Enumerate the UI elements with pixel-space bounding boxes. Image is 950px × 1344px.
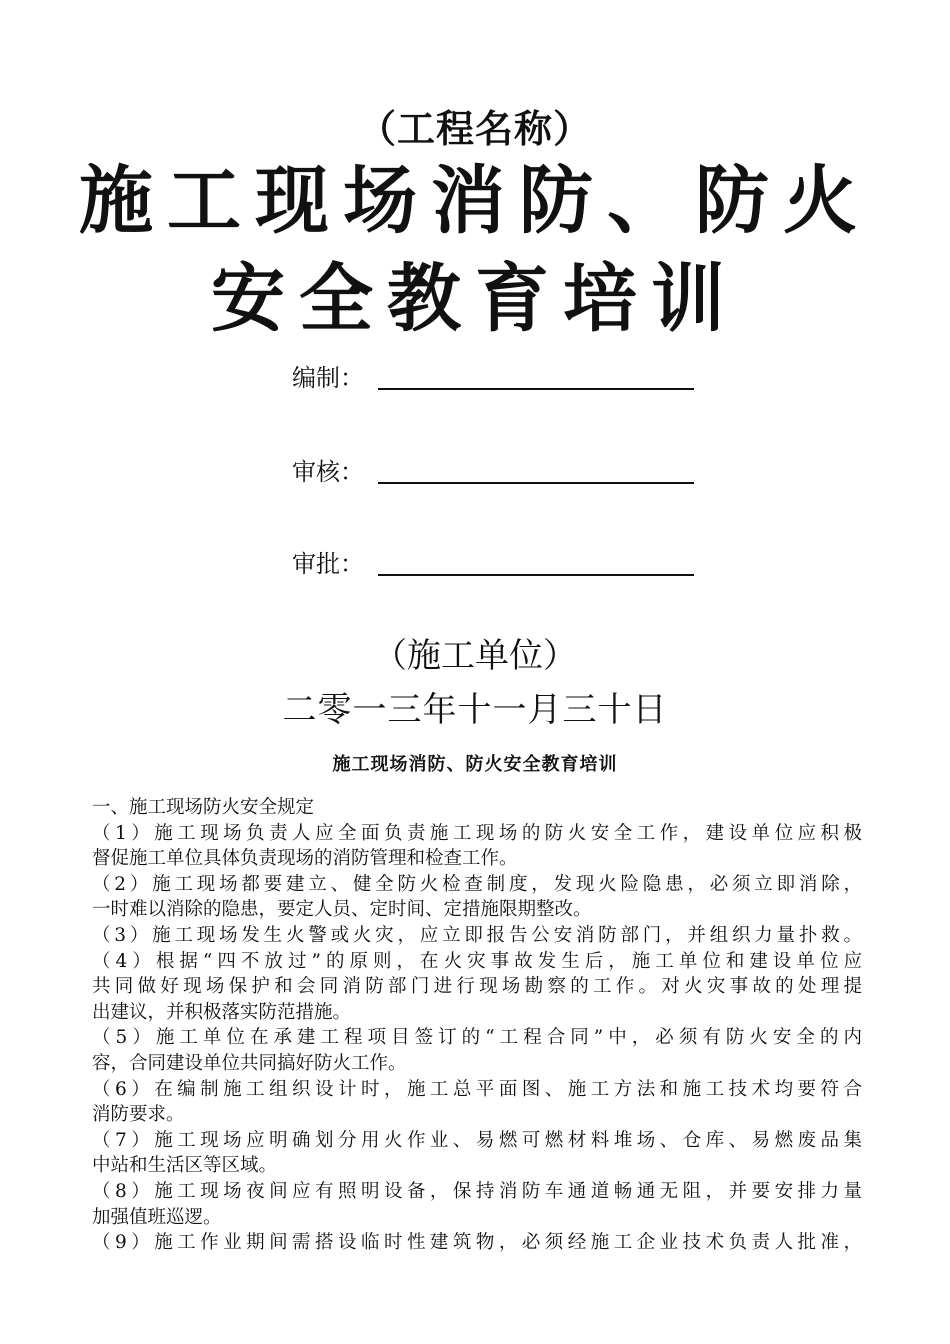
paragraph-line: （9）施工作业期间需搭设临时性建筑物，必须经施工企业技术负责人批准， bbox=[92, 1232, 862, 1254]
project-name: （工程名称） bbox=[357, 107, 592, 151]
cover-title-line-2: 安全教育培训 bbox=[211, 256, 739, 342]
paragraph-line: 容，合同建设单位共同搞好防火工作。 bbox=[92, 1052, 407, 1074]
paragraph-line: 消防要求。 bbox=[92, 1104, 185, 1126]
paragraph-line: （2）施工现场都要建立、健全防火检查制度，发现火险隐患，必须立即消除， bbox=[92, 873, 862, 895]
paragraph-line: （7）施工现场应明确划分用火作业、易燃可燃材料堆场、仓库、易燃废品集 bbox=[92, 1129, 862, 1151]
paragraph-line: 一时难以消除的隐患，要定人员、定时间、定措施限期整改。 bbox=[92, 899, 592, 921]
signature-line bbox=[378, 388, 694, 390]
body-title: 施工现场消防、防火安全教育培训 bbox=[332, 754, 618, 775]
sign-field-reviewed bbox=[292, 452, 702, 488]
body-text bbox=[92, 795, 862, 1256]
section-heading: 一、施工现场防火安全规定 bbox=[92, 797, 315, 818]
paragraph-line: （5）施工单位在承建工程项目签订的“工程合同”中，必须有防火安全的内 bbox=[92, 1027, 862, 1049]
cover-title-line-1: 施工现场消防、防火 bbox=[79, 158, 871, 244]
paragraph-line: 督促施工单位具体负责现场的消防管理和检查工作。 bbox=[92, 848, 518, 870]
signature-line bbox=[378, 482, 694, 484]
paragraph-line: （3）施工现场发生火警或火灾，应立即报告公安消防部门，并组织力量扑救。 bbox=[92, 924, 862, 946]
paragraph-line: 出建议，并积极落实防范措施。 bbox=[92, 1001, 352, 1023]
paragraph-line: 加强值班巡逻。 bbox=[92, 1206, 222, 1228]
sign-field-label: 审批： bbox=[292, 550, 364, 578]
paragraph-line: 中站和生活区等区域。 bbox=[92, 1155, 278, 1177]
sign-field-approved bbox=[292, 544, 702, 580]
paragraph-line: （4）根据“四不放过”的原则，在火灾事故发生后，施工单位和建设单位应 bbox=[92, 950, 862, 972]
signature-line bbox=[378, 574, 694, 576]
sign-field-label: 编制： bbox=[292, 364, 364, 392]
document-date: 二零一三年十一月三十日 bbox=[282, 690, 668, 730]
paragraph-line: 共同做好现场保护和会同消防部门进行现场勘察的工作。对火灾事故的处理提 bbox=[92, 976, 862, 998]
construction-unit: （施工单位） bbox=[373, 636, 577, 676]
sign-field-compiled bbox=[292, 358, 702, 394]
paragraph-line: （8）施工现场夜间应有照明设备，保持消防车通道畅通无阻，并要安排力量 bbox=[92, 1180, 862, 1202]
paragraph-line: （1）施工现场负责人应全面负责施工现场的防火安全工作，建设单位应积极 bbox=[92, 822, 862, 844]
paragraph-line: （6）在编制施工组织设计时，施工总平面图、施工方法和施工技术均要符合 bbox=[92, 1078, 862, 1100]
sign-field-label: 审核： bbox=[292, 458, 364, 486]
